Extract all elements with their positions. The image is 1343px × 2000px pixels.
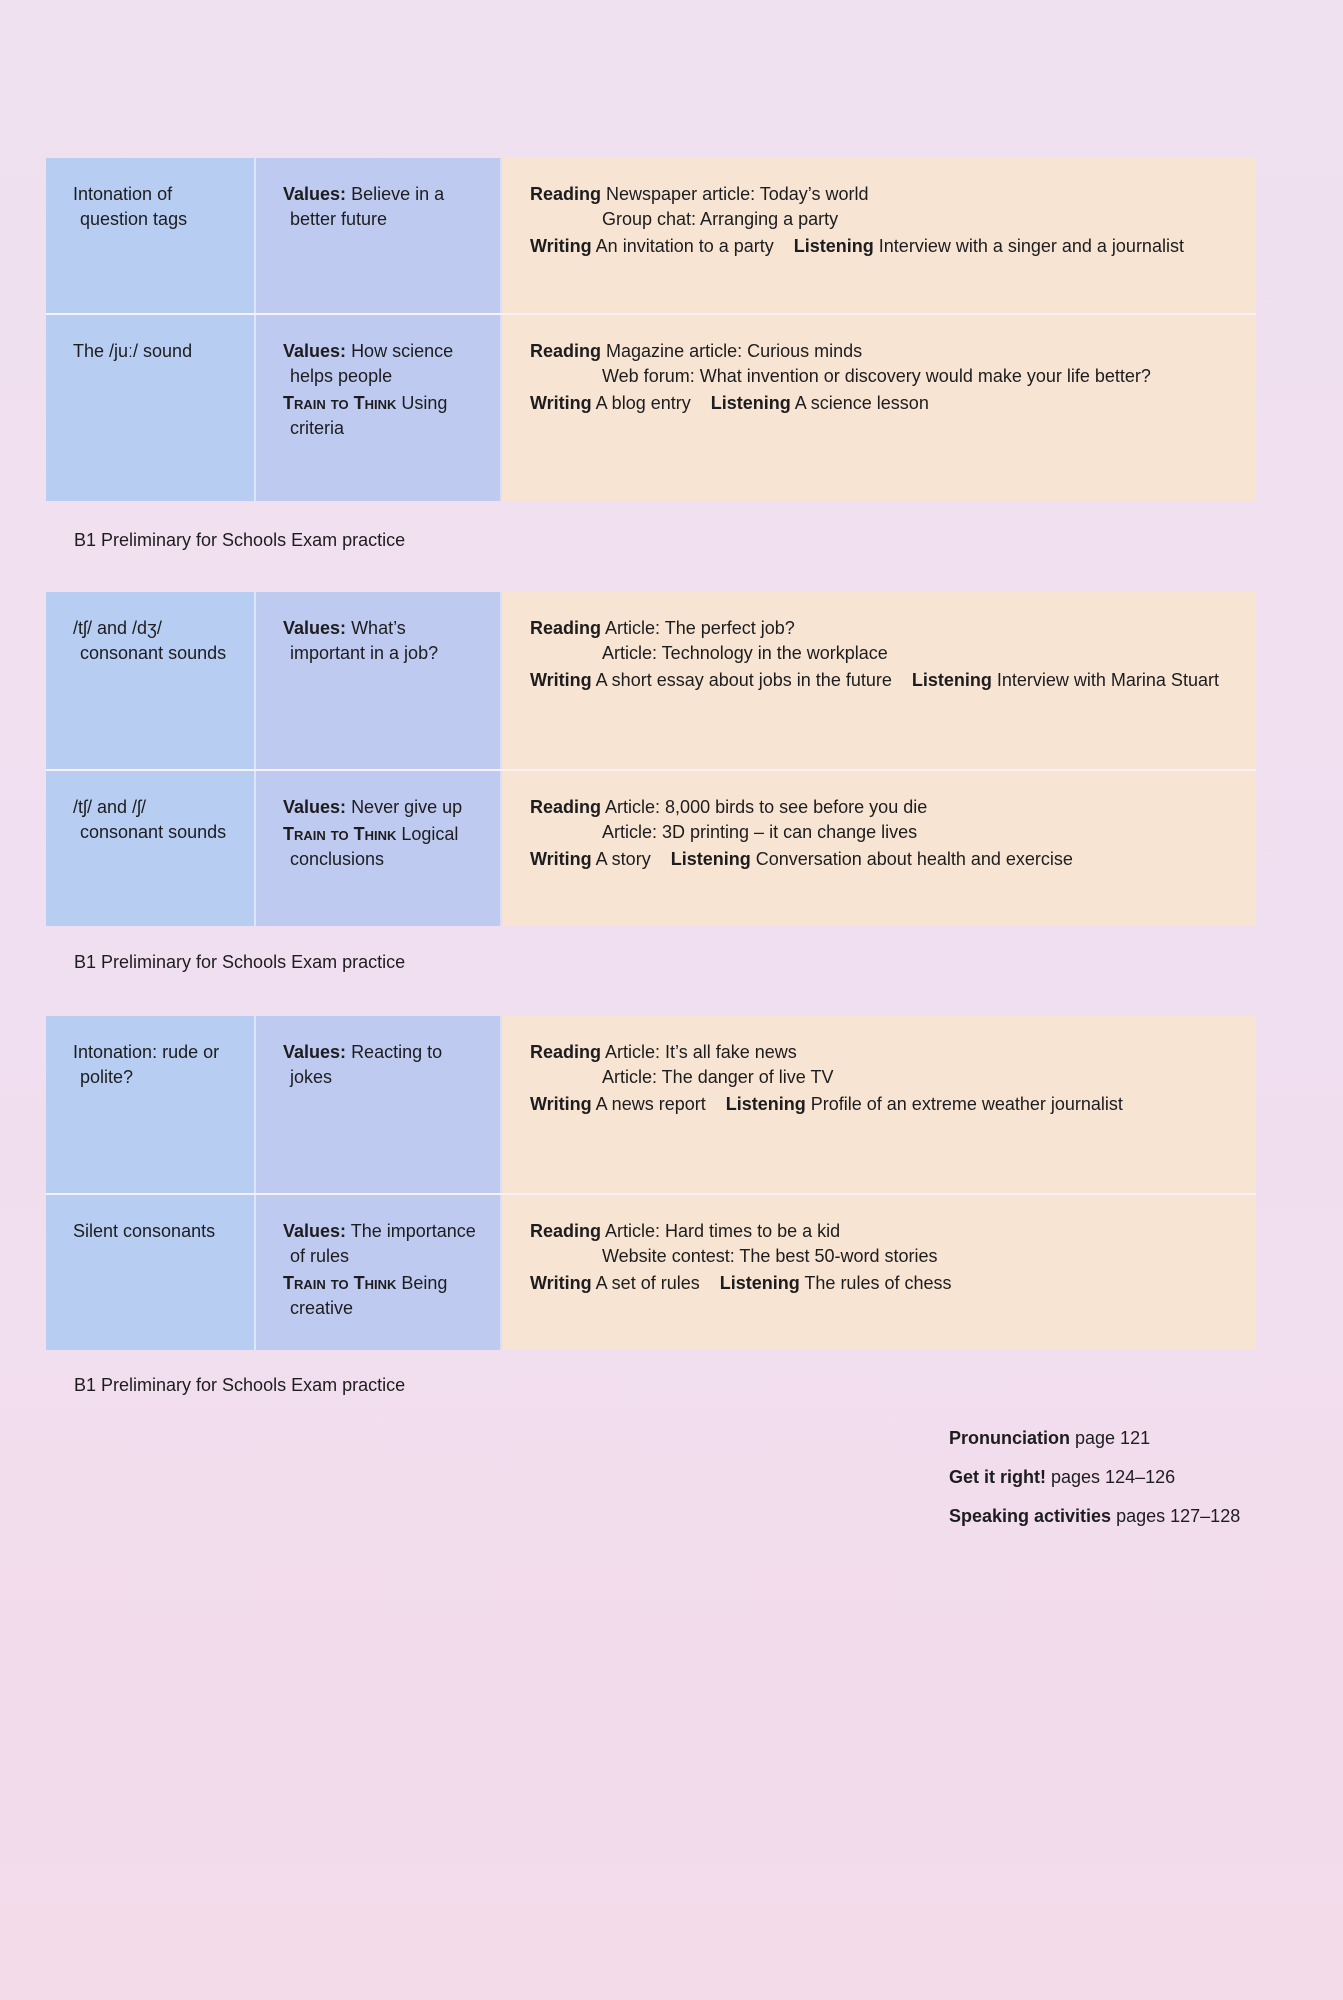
writing-text: A news report	[595, 1094, 706, 1114]
table-row	[46, 769, 1256, 926]
think-text: criteria	[290, 418, 345, 438]
reading-text: Article: Hard times to be a kid	[605, 1221, 841, 1241]
reading-label: Reading	[530, 797, 602, 817]
extras-label: Speaking activities	[949, 1506, 1112, 1526]
listening-text: A science lesson	[794, 393, 929, 413]
table-row	[46, 158, 1256, 313]
listening-text: Conversation about health and exercise	[755, 849, 1073, 869]
pronunciation-text: Intonation of	[73, 184, 173, 204]
values-cell	[256, 1016, 502, 1193]
values-text: of rules	[290, 1246, 350, 1266]
think-text: conclusions	[290, 849, 385, 869]
listening-text: Interview with Marina Stuart	[996, 670, 1219, 690]
table-row	[46, 1016, 1256, 1193]
skills-cell	[502, 771, 1256, 926]
unit-block	[46, 592, 1256, 926]
skills-cell	[502, 158, 1256, 313]
values-text: important in a job?	[290, 643, 439, 663]
listening-label: Listening	[710, 393, 791, 413]
extras-item	[949, 1504, 1240, 1543]
listening-label: Listening	[725, 1094, 806, 1114]
values-label: Values:	[283, 184, 347, 204]
writing-text: A story	[595, 849, 651, 869]
values-text: The importance	[350, 1221, 476, 1241]
unit-block	[46, 1016, 1256, 1350]
writing-text: A set of rules	[595, 1273, 700, 1293]
pronunciation-cell	[46, 1016, 256, 1193]
pronunciation-cell	[46, 158, 256, 313]
table-row	[46, 1193, 1256, 1350]
writing-label: Writing	[530, 849, 592, 869]
pronunciation-text: Intonation: rude or	[73, 1042, 220, 1062]
listening-label: Listening	[670, 849, 751, 869]
values-text: jokes	[290, 1067, 333, 1087]
exam-practice-label: B1 Preliminary for Schools Exam practice	[74, 1375, 406, 1395]
reading-text: Website contest: The best 50-word stories	[602, 1246, 938, 1266]
writing-label: Writing	[530, 1273, 592, 1293]
values-label: Values:	[283, 797, 347, 817]
values-text: Reacting to	[351, 1042, 443, 1062]
values-cell	[256, 1195, 502, 1350]
skills-cell	[502, 592, 1256, 769]
reading-text: Article: 3D printing – it can change lives	[602, 822, 918, 842]
skills-cell	[502, 1195, 1256, 1350]
reading-label: Reading	[530, 618, 602, 638]
listening-text: Interview with a singer and a journalist	[878, 236, 1184, 256]
train-to-think-label: Train to Think	[283, 1273, 397, 1293]
writing-text: An invitation to a party	[595, 236, 774, 256]
pronunciation-text: /tʃ/ and /ʃ/	[73, 797, 147, 817]
train-to-think-label: Train to Think	[283, 824, 397, 844]
values-label: Values:	[283, 618, 347, 638]
reading-text: Article: It’s all fake news	[605, 1042, 797, 1062]
reading-label: Reading	[530, 341, 602, 361]
reading-text: Article: The perfect job?	[605, 618, 795, 638]
listening-text: The rules of chess	[804, 1273, 952, 1293]
values-label: Values:	[283, 1042, 347, 1062]
values-cell	[256, 315, 502, 501]
values-text: How science	[351, 341, 454, 361]
reading-text: Article: The danger of live TV	[602, 1067, 834, 1087]
skills-cell	[502, 1016, 1256, 1193]
reading-text: Newspaper article: Today’s world	[606, 184, 869, 204]
writing-text: A blog entry	[595, 393, 691, 413]
pronunciation-text: /tʃ/ and /dʒ/	[73, 618, 162, 638]
pronunciation-text: The /juː/ sound	[73, 341, 193, 361]
reading-text: Group chat: Arranging a party	[602, 209, 839, 229]
values-text: Believe in a	[351, 184, 445, 204]
think-text: creative	[290, 1298, 354, 1318]
exam-practice-label: B1 Preliminary for Schools Exam practice	[74, 952, 406, 972]
writing-label: Writing	[530, 670, 592, 690]
extras-pages: pages 124–126	[1051, 1467, 1176, 1487]
writing-label: Writing	[530, 236, 592, 256]
reading-label: Reading	[530, 1042, 602, 1062]
extras-item	[949, 1465, 1240, 1504]
values-cell	[256, 771, 502, 926]
pronunciation-text: Silent consonants	[73, 1221, 216, 1241]
writing-label: Writing	[530, 1094, 592, 1114]
values-cell	[256, 158, 502, 313]
extras-pages: pages 127–128	[1116, 1506, 1241, 1526]
extras-list	[949, 1426, 1240, 1543]
listening-label: Listening	[719, 1273, 800, 1293]
listening-label: Listening	[793, 236, 874, 256]
extras-label: Get it right!	[949, 1467, 1046, 1487]
extras-label: Pronunciation	[949, 1428, 1070, 1448]
extras-item	[949, 1426, 1240, 1465]
listening-label: Listening	[911, 670, 992, 690]
writing-text: A short essay about jobs in the future	[595, 670, 892, 690]
values-text: helps people	[290, 366, 393, 386]
reading-label: Reading	[530, 1221, 602, 1241]
values-text: What’s	[351, 618, 406, 638]
pronunciation-cell	[46, 771, 256, 926]
think-text: Being	[401, 1273, 448, 1293]
reading-text: Article: Technology in the workplace	[602, 643, 888, 663]
pronunciation-text: polite?	[80, 1067, 134, 1087]
values-label: Values:	[283, 341, 347, 361]
values-text: Never give up	[351, 797, 463, 817]
think-text: Logical	[401, 824, 459, 844]
exam-practice-label: B1 Preliminary for Schools Exam practice	[74, 530, 406, 550]
table-row	[46, 313, 1256, 501]
pronunciation-cell	[46, 1195, 256, 1350]
writing-label: Writing	[530, 393, 592, 413]
reading-label: Reading	[530, 184, 602, 204]
pronunciation-text: question tags	[80, 209, 188, 229]
pronunciation-text: consonant sounds	[80, 643, 227, 663]
think-text: Using	[401, 393, 448, 413]
listening-text: Profile of an extreme weather journalist	[810, 1094, 1123, 1114]
values-cell	[256, 592, 502, 769]
values-label: Values:	[283, 1221, 347, 1241]
reading-text: Article: 8,000 birds to see before you die	[605, 797, 928, 817]
pronunciation-cell	[46, 315, 256, 501]
train-to-think-label: Train to Think	[283, 393, 397, 413]
values-text: better future	[290, 209, 388, 229]
reading-text: Web forum: What invention or discovery would make your life better?	[602, 366, 1151, 386]
pronunciation-cell	[46, 592, 256, 769]
pronunciation-text: consonant sounds	[80, 822, 227, 842]
extras-pages: page 121	[1075, 1428, 1151, 1448]
reading-text: Magazine article: Curious minds	[606, 341, 863, 361]
skills-cell	[502, 315, 1256, 501]
unit-block	[46, 158, 1256, 501]
table-row	[46, 592, 1256, 769]
